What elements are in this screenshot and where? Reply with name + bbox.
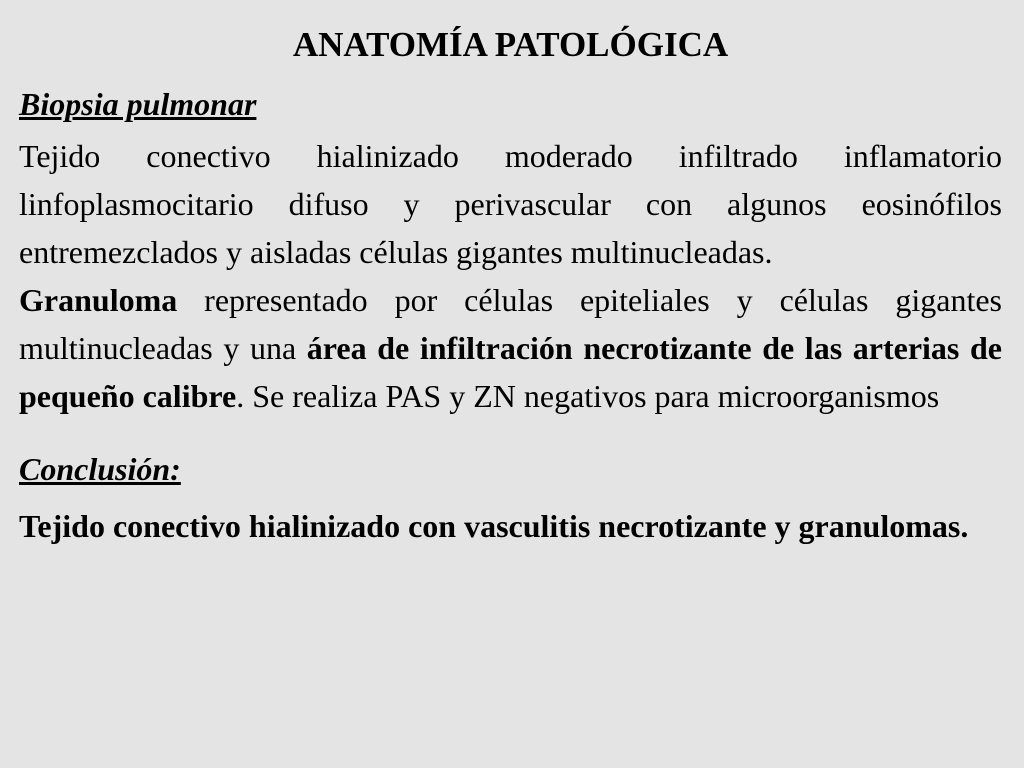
section-heading: Biopsia pulmonar — [19, 86, 257, 122]
paragraph-granuloma — [19, 276, 1002, 420]
paragraph-description: Tejido conectivo hialinizado moderado infiltrado inflamatorio linfoplasmocitario difuso y perivascular con algunos eosinófilos entremezclados y aisladas células gigantes multinucleadas. — [19, 138, 1002, 270]
granuloma-bold-text: Granuloma — [19, 282, 178, 318]
slide-title: ANATOMÍA PATOLÓGICA — [292, 25, 729, 64]
necrotizing-area-bold-text: área de infiltración necrotizante de las arterias de pequeño calibre — [19, 330, 1003, 414]
granuloma-text-b: . Se realiza PAS y ZN negativos para microorganismos — [236, 378, 940, 414]
conclusion-text: Tejido conectivo hialinizado con vasculitis necrotizante y granulomas. — [19, 508, 969, 544]
conclusion-heading: Conclusión: — [19, 451, 181, 487]
granuloma-text-a: representado por células epiteliales y células gigantes multinucleadas y una — [19, 282, 1002, 366]
